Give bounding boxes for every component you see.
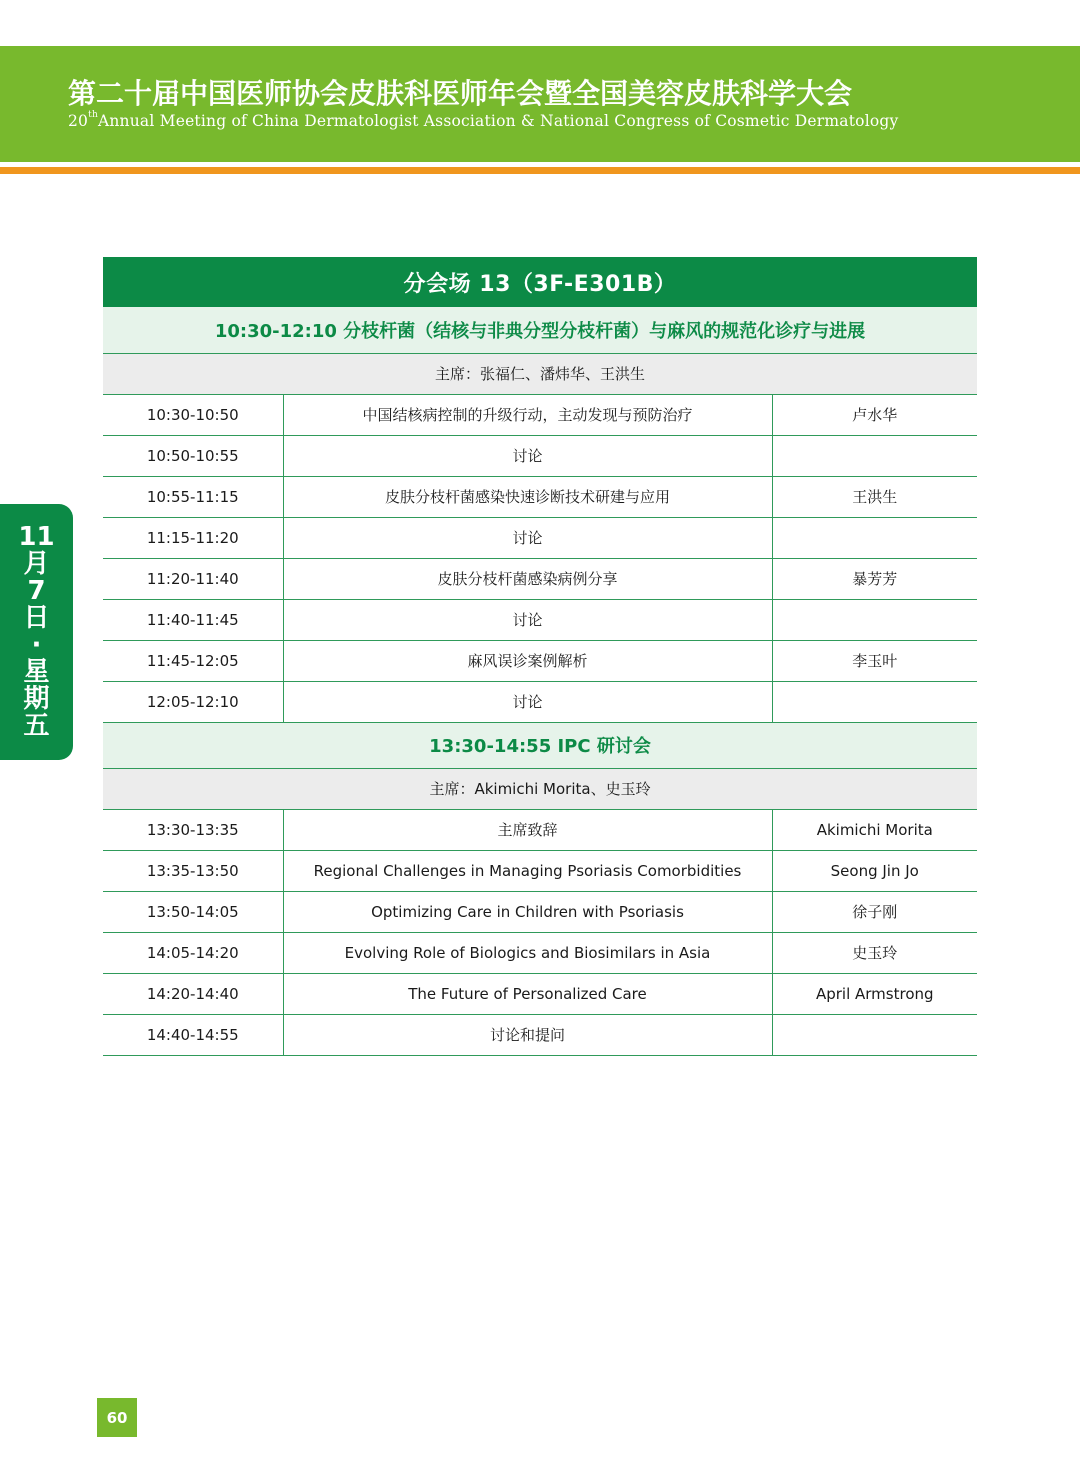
hall-header-row <box>103 257 977 307</box>
topic-cell: 皮肤分枝杆菌感染病例分享 <box>283 558 772 599</box>
time-cell: 13:50-14:05 <box>103 891 283 932</box>
conference-title-cn: 第二十届中国医师协会皮肤科医师年会暨全国美容皮肤科学大会 <box>68 77 853 110</box>
date-char: 日 <box>23 603 50 633</box>
topic-cell: 麻风误诊案例解析 <box>283 640 772 681</box>
topic-cell: 中国结核病控制的升级行动，主动发现与预防治疗 <box>283 394 772 435</box>
time-cell: 14:05-14:20 <box>103 932 283 973</box>
session-title: 10:30-12:10 分枝杆菌（结核与非典分型分枝杆菌）与麻风的规范化诊疗与进展 <box>103 307 977 353</box>
table-row <box>103 891 977 932</box>
topic-cell: Evolving Role of Biologics and Biosimilars in Asia <box>283 932 772 973</box>
speaker-cell: Seong Jin Jo <box>772 850 977 891</box>
speaker-cell <box>772 599 977 640</box>
page-number: 60 <box>97 1398 137 1437</box>
topic-cell: 主席致辞 <box>283 809 772 850</box>
speaker-cell: 史玉玲 <box>772 932 977 973</box>
time-cell: 11:15-11:20 <box>103 517 283 558</box>
topic-cell: 讨论 <box>283 517 772 558</box>
subtitle-text: Annual Meeting of China Dermatologist Association & National Congress of Cosmetic Dermatology <box>97 112 899 130</box>
topic-cell: 讨论和提问 <box>283 1014 772 1055</box>
session-title: 13:30-14:55 IPC 研讨会 <box>103 722 977 768</box>
time-cell: 11:20-11:40 <box>103 558 283 599</box>
table-row <box>103 558 977 599</box>
table-row <box>103 476 977 517</box>
time-cell: 12:05-12:10 <box>103 681 283 722</box>
table-row <box>103 599 977 640</box>
time-cell: 11:45-12:05 <box>103 640 283 681</box>
session-title-row <box>103 307 977 353</box>
orange-accent-line <box>0 167 1080 174</box>
hall-title: 分会场 13（3F-E301B） <box>103 257 977 307</box>
speaker-cell: 王洪生 <box>772 476 977 517</box>
date-char: 期 <box>23 684 50 714</box>
topic-cell: The Future of Personalized Care <box>283 973 772 1014</box>
chair-row <box>103 353 977 394</box>
topic-cell: 讨论 <box>283 435 772 476</box>
topic-cell: Optimizing Care in Children with Psoriasis <box>283 891 772 932</box>
topic-cell: Regional Challenges in Managing Psoriasis Comorbidities <box>283 850 772 891</box>
speaker-cell: 徐子刚 <box>772 891 977 932</box>
speaker-cell: Akimichi Morita <box>772 809 977 850</box>
speaker-cell: 卢水华 <box>772 394 977 435</box>
speaker-cell <box>772 1014 977 1055</box>
subtitle-ordinal: th <box>88 110 98 120</box>
date-char: 星 <box>23 657 50 687</box>
time-cell: 13:35-13:50 <box>103 850 283 891</box>
topic-cell: 皮肤分枝杆菌感染快速诊断技术研建与应用 <box>283 476 772 517</box>
date-side-tab <box>0 504 73 760</box>
table-row <box>103 435 977 476</box>
session-chair: 主席：张福仁、潘炜华、王洪生 <box>103 353 977 394</box>
table-row <box>103 681 977 722</box>
time-cell: 11:40-11:45 <box>103 599 283 640</box>
speaker-cell <box>772 681 977 722</box>
table-row <box>103 394 977 435</box>
table-row <box>103 809 977 850</box>
table-row <box>103 1014 977 1055</box>
conference-title-en <box>68 112 898 130</box>
time-cell: 10:50-10:55 <box>103 435 283 476</box>
table-row <box>103 517 977 558</box>
date-char: 五 <box>23 711 50 741</box>
time-cell: 10:55-11:15 <box>103 476 283 517</box>
time-cell: 14:40-14:55 <box>103 1014 283 1055</box>
table-row <box>103 932 977 973</box>
time-cell: 13:30-13:35 <box>103 809 283 850</box>
schedule-table <box>103 257 977 1056</box>
topic-cell: 讨论 <box>283 681 772 722</box>
topic-cell: 讨论 <box>283 599 772 640</box>
session-title-row <box>103 722 977 768</box>
date-char: 11 <box>18 522 55 552</box>
speaker-cell: 李玉叶 <box>772 640 977 681</box>
table-row <box>103 640 977 681</box>
table-row <box>103 973 977 1014</box>
header-band <box>0 46 1080 162</box>
chair-row <box>103 768 977 809</box>
speaker-cell: April Armstrong <box>772 973 977 1014</box>
date-char: 月 <box>23 549 50 579</box>
date-char: 7 <box>27 576 46 606</box>
speaker-cell <box>772 435 977 476</box>
time-cell: 10:30-10:50 <box>103 394 283 435</box>
date-char: · <box>31 630 42 660</box>
table-row <box>103 850 977 891</box>
subtitle-number: 20 <box>68 112 89 130</box>
session-chair: 主席：Akimichi Morita、史玉玲 <box>103 768 977 809</box>
time-cell: 14:20-14:40 <box>103 973 283 1014</box>
speaker-cell <box>772 517 977 558</box>
speaker-cell: 暴芳芳 <box>772 558 977 599</box>
